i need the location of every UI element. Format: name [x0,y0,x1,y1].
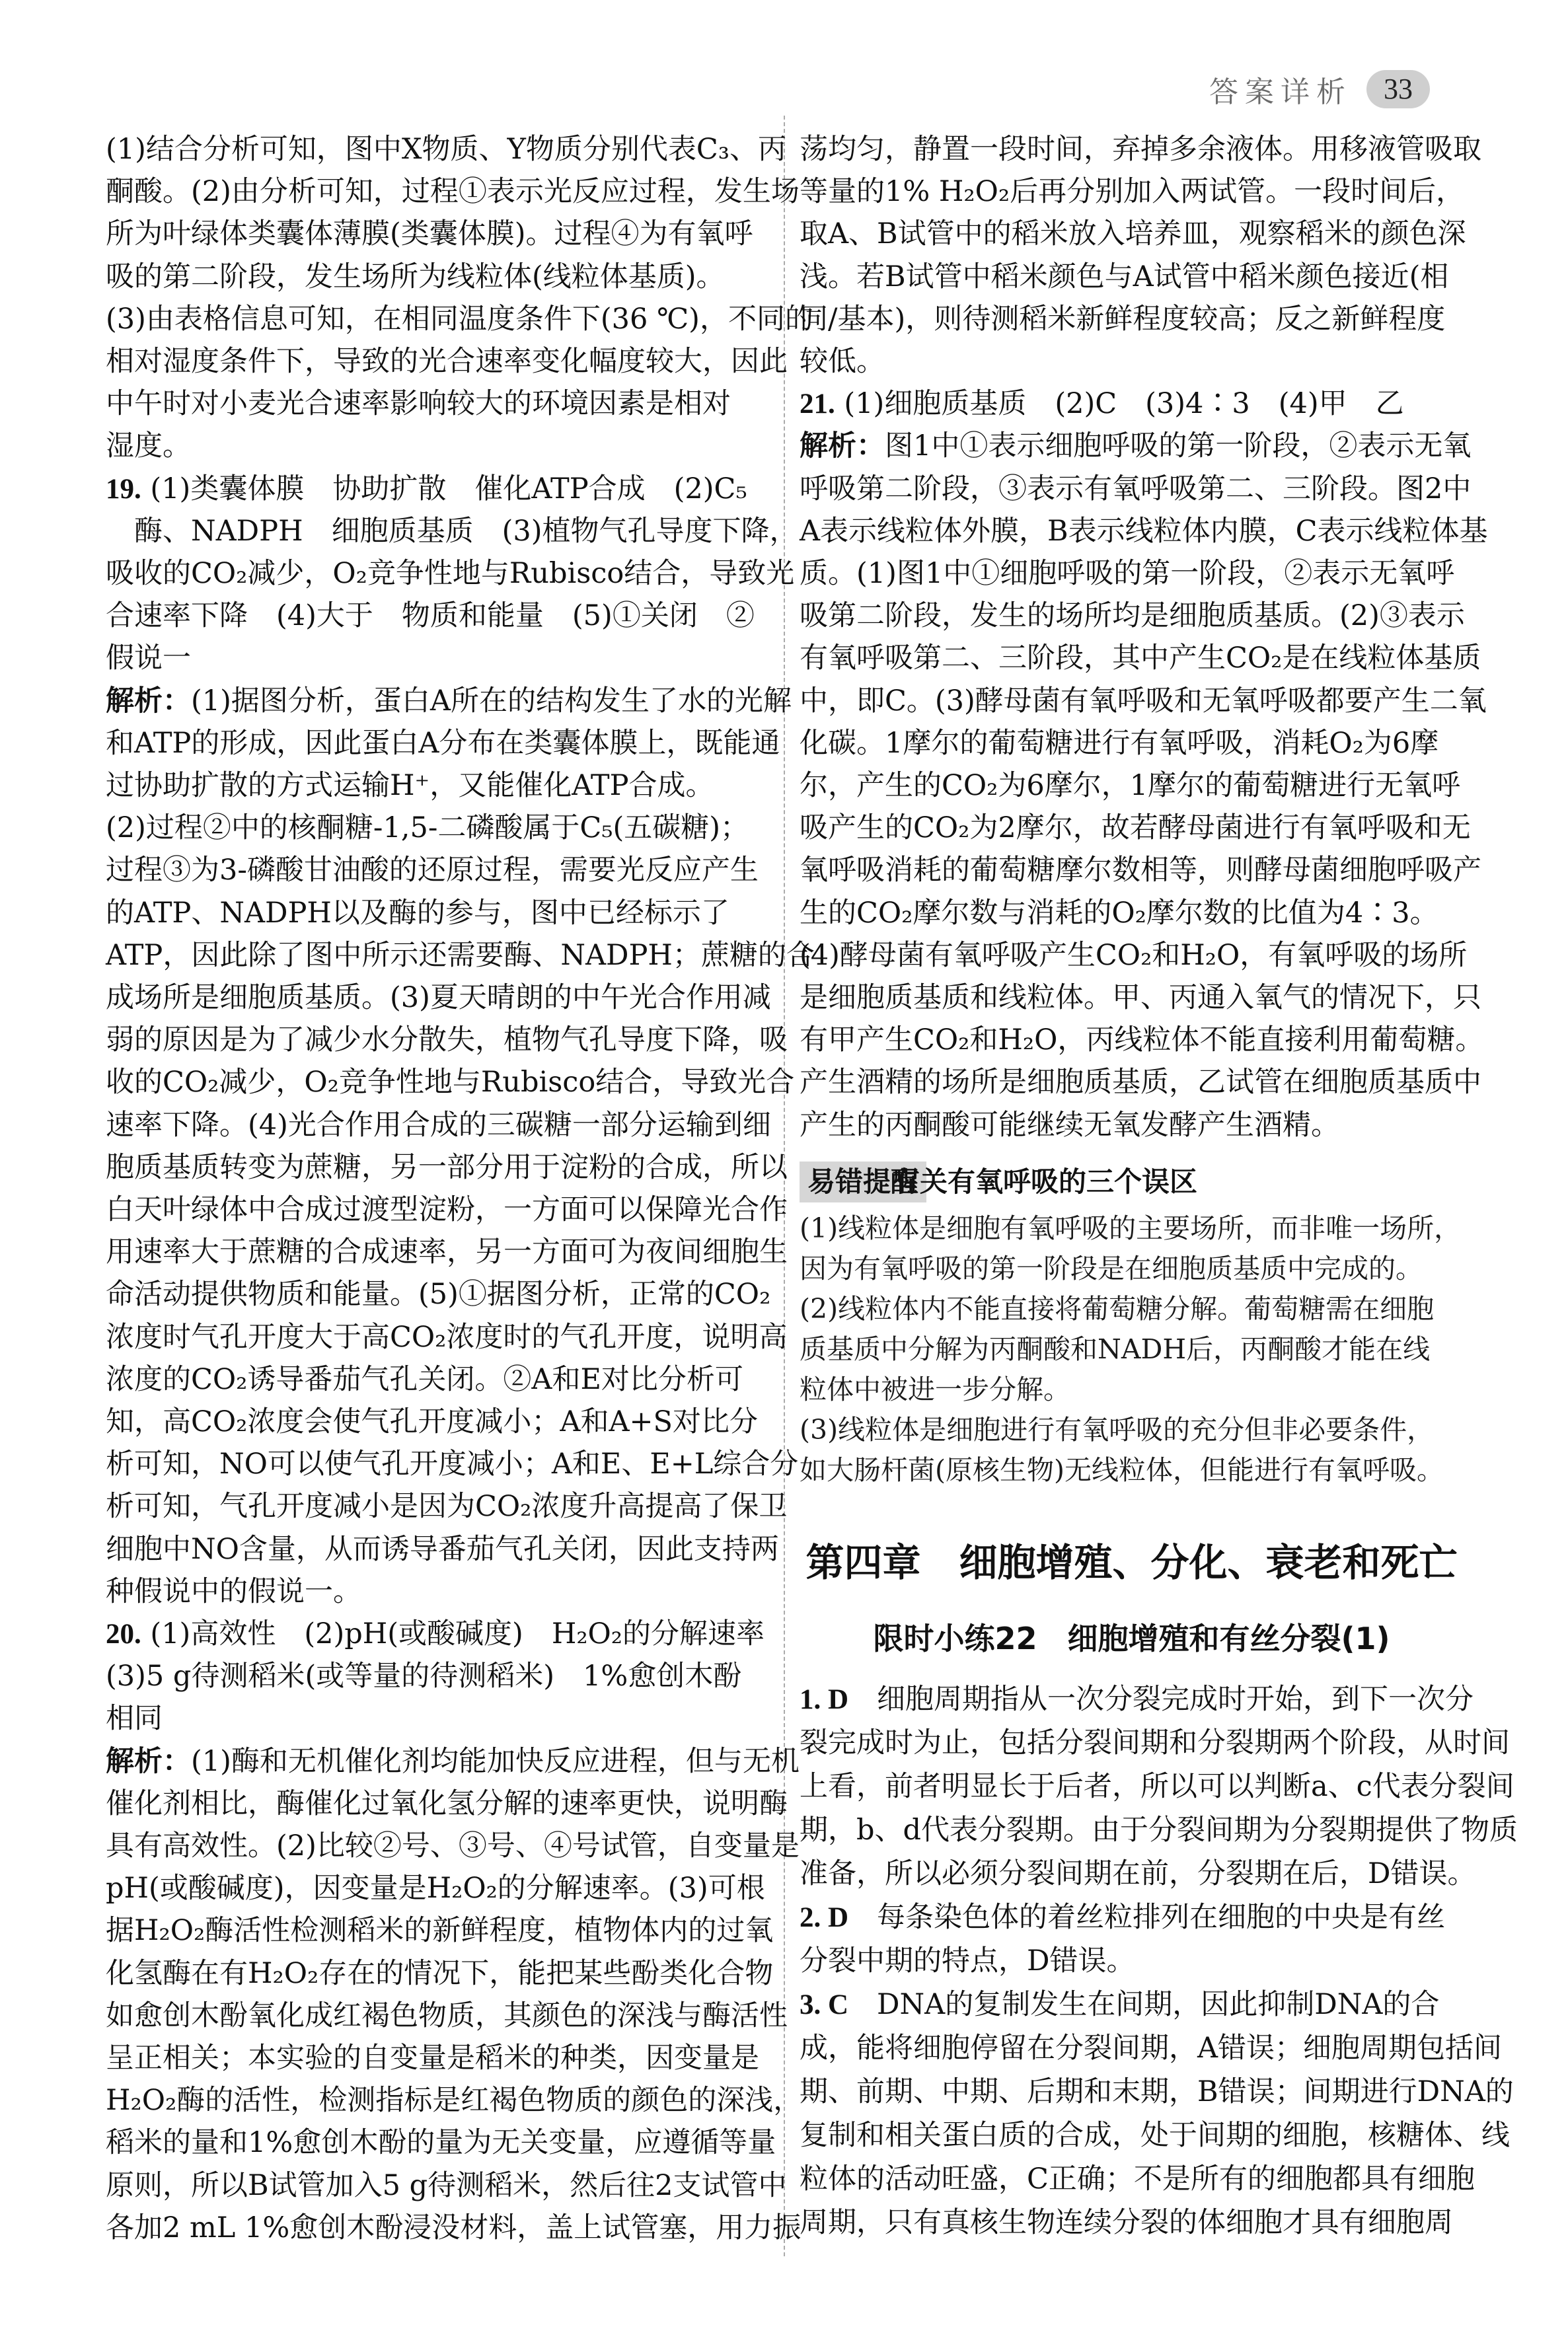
line-text: (1)酶和无机催化剂均能加快反应进程，但与无机 [191,1744,800,1778]
question-number: 21. [800,388,835,420]
question-number: 3. C [800,1989,849,2020]
text-line: pH(或酸碱度)，因变量是H₂O₂的分解速率。(3)可根 [106,1872,765,1905]
text-line: 化碳。1摩尔的葡萄糖进行有氧呼吸，消耗O₂为6摩 [800,726,1439,760]
text-line: (4)酵母菌有氧呼吸产生CO₂和H₂O，有氧呼吸的场所 [800,938,1468,972]
text-line: 复制和相关蛋白质的合成，处于间期的细胞，核糖体、线 [800,2119,1510,2152]
chapter-title: 第四章 细胞增殖、分化、衰老和死亡 [805,1540,1458,1585]
text-line: 如愈创木酚氧化成红褐色物质，其颜色的深浅与酶活性 [106,1999,788,2032]
text-line: 氧呼吸消耗的葡萄糖摩尔数相等，则酵母菌细胞呼吸产 [800,854,1481,887]
text-line: 产生的丙酮酸可能继续无氧发酵产生酒精。 [800,1108,1339,1142]
line-text: 每条染色体的着丝粒排列在细胞的中央是有丝 [848,1901,1446,1934]
text-line: 胞质基质转变为蔗糖，另一部分用于淀粉的合成，所以 [106,1150,788,1184]
text-line: 弱的原因是为了减少水分散失，植物气孔导度下降，吸 [106,1023,788,1057]
text-line: (3)由表格信息可知，在相同温度条件下(36 ℃)，不同的 [106,302,813,336]
text-line: A表示线粒体外膜，B表示线粒体内膜，C表示线粒体基 [800,514,1488,548]
text-line: 产生酒精的场所是细胞质基质，乙试管在细胞质基质中 [800,1066,1481,1099]
text-line: 浓度的CO₂诱导番茄气孔关闭。②A和E对比分析可 [106,1362,743,1396]
text-line: 粒体中被进一步分解。 [800,1374,1070,1405]
text-line: 有氧呼吸第二、三阶段，其中产生CO₂是在线粒体基质 [800,642,1481,675]
text-line: 准备，所以必须分裂间期在前，分裂期在后，D错误。 [800,1857,1476,1890]
text-line: 生的CO₂摩尔数与消耗的O₂摩尔数的比值为4∶3。 [800,896,1438,930]
text-line: 较低。 [800,345,885,378]
text-line: 上看，前者明显长于后者，所以可以判断a、c代表分裂间 [800,1770,1514,1803]
text-line: (3)5 g待测稻米(或等量的待测稻米) 1%愈创木酚 [106,1660,742,1693]
text-line: 析可知，气孔开度减小是因为CO₂浓度升高提高了保卫 [106,1490,788,1524]
text-line [800,1896,1445,1938]
text-line [800,383,1404,425]
note-label: 易错提醒 [800,1162,926,1202]
text-line: 白天叶绿体中合成过渡型淀粉，一方面可以保障光合作 [106,1193,788,1226]
text-line: 相对湿度条件下，导致的光合速率变化幅度较大，因此 [106,345,788,378]
text-line: 吸第二阶段，发生的场所均是细胞质基质。(2)③表示 [800,599,1465,633]
line-text: (1)类囊体膜 协助扩散 催化ATP合成 (2)C₅ [141,472,747,505]
text-line: 和ATP的形成，因此蛋白A分布在类囊体膜上，既能通 [106,726,780,760]
text-line: (1)结合分析可知，图中X物质、Y物质分别代表C₃、丙 [106,133,787,166]
question-number: 2. D [800,1902,849,1933]
text-line: 成场所是细胞质基质。(3)夏天晴朗的中午光合作用减 [106,981,771,1014]
line-text: DNA的复制发生在间期，因此抑制DNA的合 [848,1988,1440,2021]
text-line: 收的CO₂减少，O₂竞争性地与Rubisco结合，导致光合 [106,1066,795,1099]
exercise-subtitle: 限时小练22 细胞增殖和有丝分裂(1) [873,1621,1390,1656]
text-line [106,468,747,510]
question-number: 20. [106,1619,141,1650]
text-line: 期，b、d代表分裂期。由于分裂间期为分裂期提供了物质 [800,1814,1518,1847]
question-number: 1. D [800,1684,849,1715]
text-line: 呼吸第二阶段，③表示有氧呼吸第二、三阶段。图2中 [800,472,1472,505]
text-line: 分裂中期的特点，D错误。 [800,1944,1135,1977]
text-line [800,425,1471,467]
text-line: 催化剂相比，酶催化过氧化氢分解的速率更快，说明酶 [106,1787,788,1820]
line-text: (1)据图分析，蛋白A所在的结构发生了水的光解 [191,684,792,718]
text-line: 具有高效性。(2)比较②号、③号、④号试管，自变量是 [106,1829,800,1863]
text-line: 命活动提供物质和能量。(5)①据图分析，正常的CO₂ [106,1278,771,1311]
analysis-label: 解析： [800,429,885,463]
note-title: 有关有氧呼吸的三个误区 [892,1165,1198,1198]
text-line: 的ATP、NADPH以及酶的参与，图中已经标示了 [106,896,729,930]
text-line: 中，即C。(3)酵母菌有氧呼吸和无氧呼吸都要产生二氧 [800,684,1487,718]
text-line: 荡均匀，静置一段时间，弃掉多余液体。用移液管吸取 [800,133,1481,166]
text-line: 合速率下降 (4)大于 物质和能量 (5)①关闭 ② [106,599,755,633]
text-line: 如大肠杆菌(原核生物)无线粒体，但能进行有氧呼吸。 [800,1454,1444,1486]
text-line: 吸产生的CO₂为2摩尔，故若酵母菌进行有氧呼吸和无 [800,811,1471,845]
text-line: 同/基本)，则待测稻米新鲜程度较高；反之新鲜程度 [800,302,1446,336]
question-number: 19. [106,473,141,505]
analysis-label: 解析： [106,1744,191,1778]
text-line: 细胞中NO含量，从而诱导番茄气孔关闭，因此支持两 [106,1532,779,1566]
text-line: 浓度时气孔开度大于高CO₂浓度时的气孔开度，说明高 [106,1320,788,1354]
text-line: 酶、NADPH 细胞质基质 (3)植物气孔导度下降， [106,514,798,548]
text-line: 取A、B试管中的稻米放入培养皿，观察稻米的颜色深 [800,217,1466,251]
page-number-badge: 33 [1366,70,1430,108]
text-line [106,1740,800,1783]
text-line: 因为有氧呼吸的第一阶段是在细胞质基质中完成的。 [800,1253,1423,1284]
text-line: 种假说中的假说一。 [106,1574,361,1608]
text-line: 假说一 [106,642,191,675]
text-line: H₂O₂酶的活性，检测指标是红褐色物质的颜色的深浅， [106,2084,802,2118]
text-line: (2)过程②中的核酮糖-1,5-二磷酸属于C₅(五碳糖)； [106,811,749,845]
section-title: 答案详析 [1209,75,1352,109]
text-line: 速率下降。(4)光合作用合成的三碳糖一部分运输到细 [106,1108,771,1142]
text-line: ATP，因此除了图中所示还需要酶、NADPH；蔗糖的合 [106,938,815,972]
text-line: (3)线粒体是细胞进行有氧呼吸的充分但非必要条件， [800,1414,1435,1446]
text-line [106,1613,765,1655]
text-line: 相同 [106,1702,163,1736]
text-line: 等量的1% H₂O₂后再分别加入两试管。一段时间后， [800,175,1465,209]
line-text: 图1中①表示细胞呼吸的第一阶段，②表示无氧 [885,429,1472,463]
text-line: 化氢酶在有H₂O₂存在的情况下，能把某些酚类化合物 [106,1956,774,1990]
text-line: 据H₂O₂酶活性检测稻米的新鲜程度，植物体内的过氧 [106,1914,774,1948]
text-line: 吸的第二阶段，发生场所为线粒体(线粒体基质)。 [106,260,725,293]
text-line: 呈正相关；本实验的自变量是稻米的种类，因变量是 [106,2042,759,2075]
text-line: 吸收的CO₂减少，O₂竞争性地与Rubisco结合，导致光 [106,557,795,590]
text-line: (1)线粒体是细胞有氧呼吸的主要场所，而非唯一场所， [800,1212,1462,1244]
text-line: 湿度。 [106,429,191,463]
text-line: 有甲产生CO₂和H₂O，丙线粒体不能直接利用葡萄糖。 [800,1023,1484,1057]
text-line: 中午时对小麦光合速率影响较大的环境因素是相对 [106,387,731,421]
text-line: 稻米的量和1%愈创木酚的量为无关变量，应遵循等量 [106,2126,776,2160]
text-line: 浅。若B试管中稻米颜色与A试管中稻米颜色接近(相 [800,260,1449,293]
text-line: 期、前期、中期、后期和末期，B错误；间期进行DNA的 [800,2075,1514,2108]
text-line: 过程③为3-磷酸甘油酸的还原过程，需要光反应产生 [106,854,759,887]
text-line: 原则，所以B试管加入5 g待测稻米，然后往2支试管中 [106,2168,787,2202]
text-line: 用速率大于蔗糖的合成速率，另一方面可为夜间细胞生 [106,1236,788,1269]
text-line: 酮酸。(2)由分析可知，过程①表示光反应过程，发生场 [106,175,800,209]
text-line: 是细胞质基质和线粒体。甲、丙通入氧气的情况下，只 [800,981,1481,1014]
text-line: 粒体的活动旺盛，C正确；不是所有的细胞都具有细胞 [800,2162,1475,2196]
text-line: 各加2 mL 1%愈创木酚浸没材料，盖上试管塞，用力振 [106,2211,802,2244]
line-text: 细胞周期指从一次分裂完成时开始，到下一次分 [848,1683,1474,1716]
text-line: 质基质中分解为丙酮酸和NADH后，丙酮酸才能在线 [800,1333,1431,1365]
text-line: 析可知，NO可以使气孔开度减小；A和E、E+L综合分 [106,1448,799,1481]
text-line: (2)线粒体内不能直接将葡萄糖分解。葡萄糖需在细胞 [800,1293,1435,1325]
line-text: (1)细胞质基质 (2)C (3)4∶3 (4)甲 乙 [835,387,1404,421]
line-text: (1)高效性 (2)pH(或酸碱度) H₂O₂的分解速率 [141,1617,765,1650]
text-line [800,1678,1474,1720]
text-line: 尔，产生的CO₂为6摩尔，1摩尔的葡萄糖进行无氧呼 [800,769,1461,802]
text-line: 裂完成时为止，包括分裂间期和分裂期两个阶段，从时间 [800,1726,1510,1759]
text-line: 知，高CO₂浓度会使气孔开度减小；A和A+S对比分 [106,1405,758,1438]
text-line [106,680,792,722]
text-line: 过协助扩散的方式运输H⁺，又能催化ATP合成。 [106,769,714,802]
text-line: 所为叶绿体类囊体薄膜(类囊体膜)。过程④为有氧呼 [106,217,753,251]
text-line [800,1983,1439,2026]
page-header [1209,69,1430,110]
analysis-label: 解析： [106,684,191,718]
text-line: 质。(1)图1中①细胞呼吸的第一阶段，②表示无氧呼 [800,557,1455,590]
text-line: 周期，只有真核生物连续分裂的体细胞才具有细胞周 [800,2206,1453,2239]
text-line: 成，能将细胞停留在分裂间期，A错误；细胞周期包括间 [800,2032,1503,2065]
